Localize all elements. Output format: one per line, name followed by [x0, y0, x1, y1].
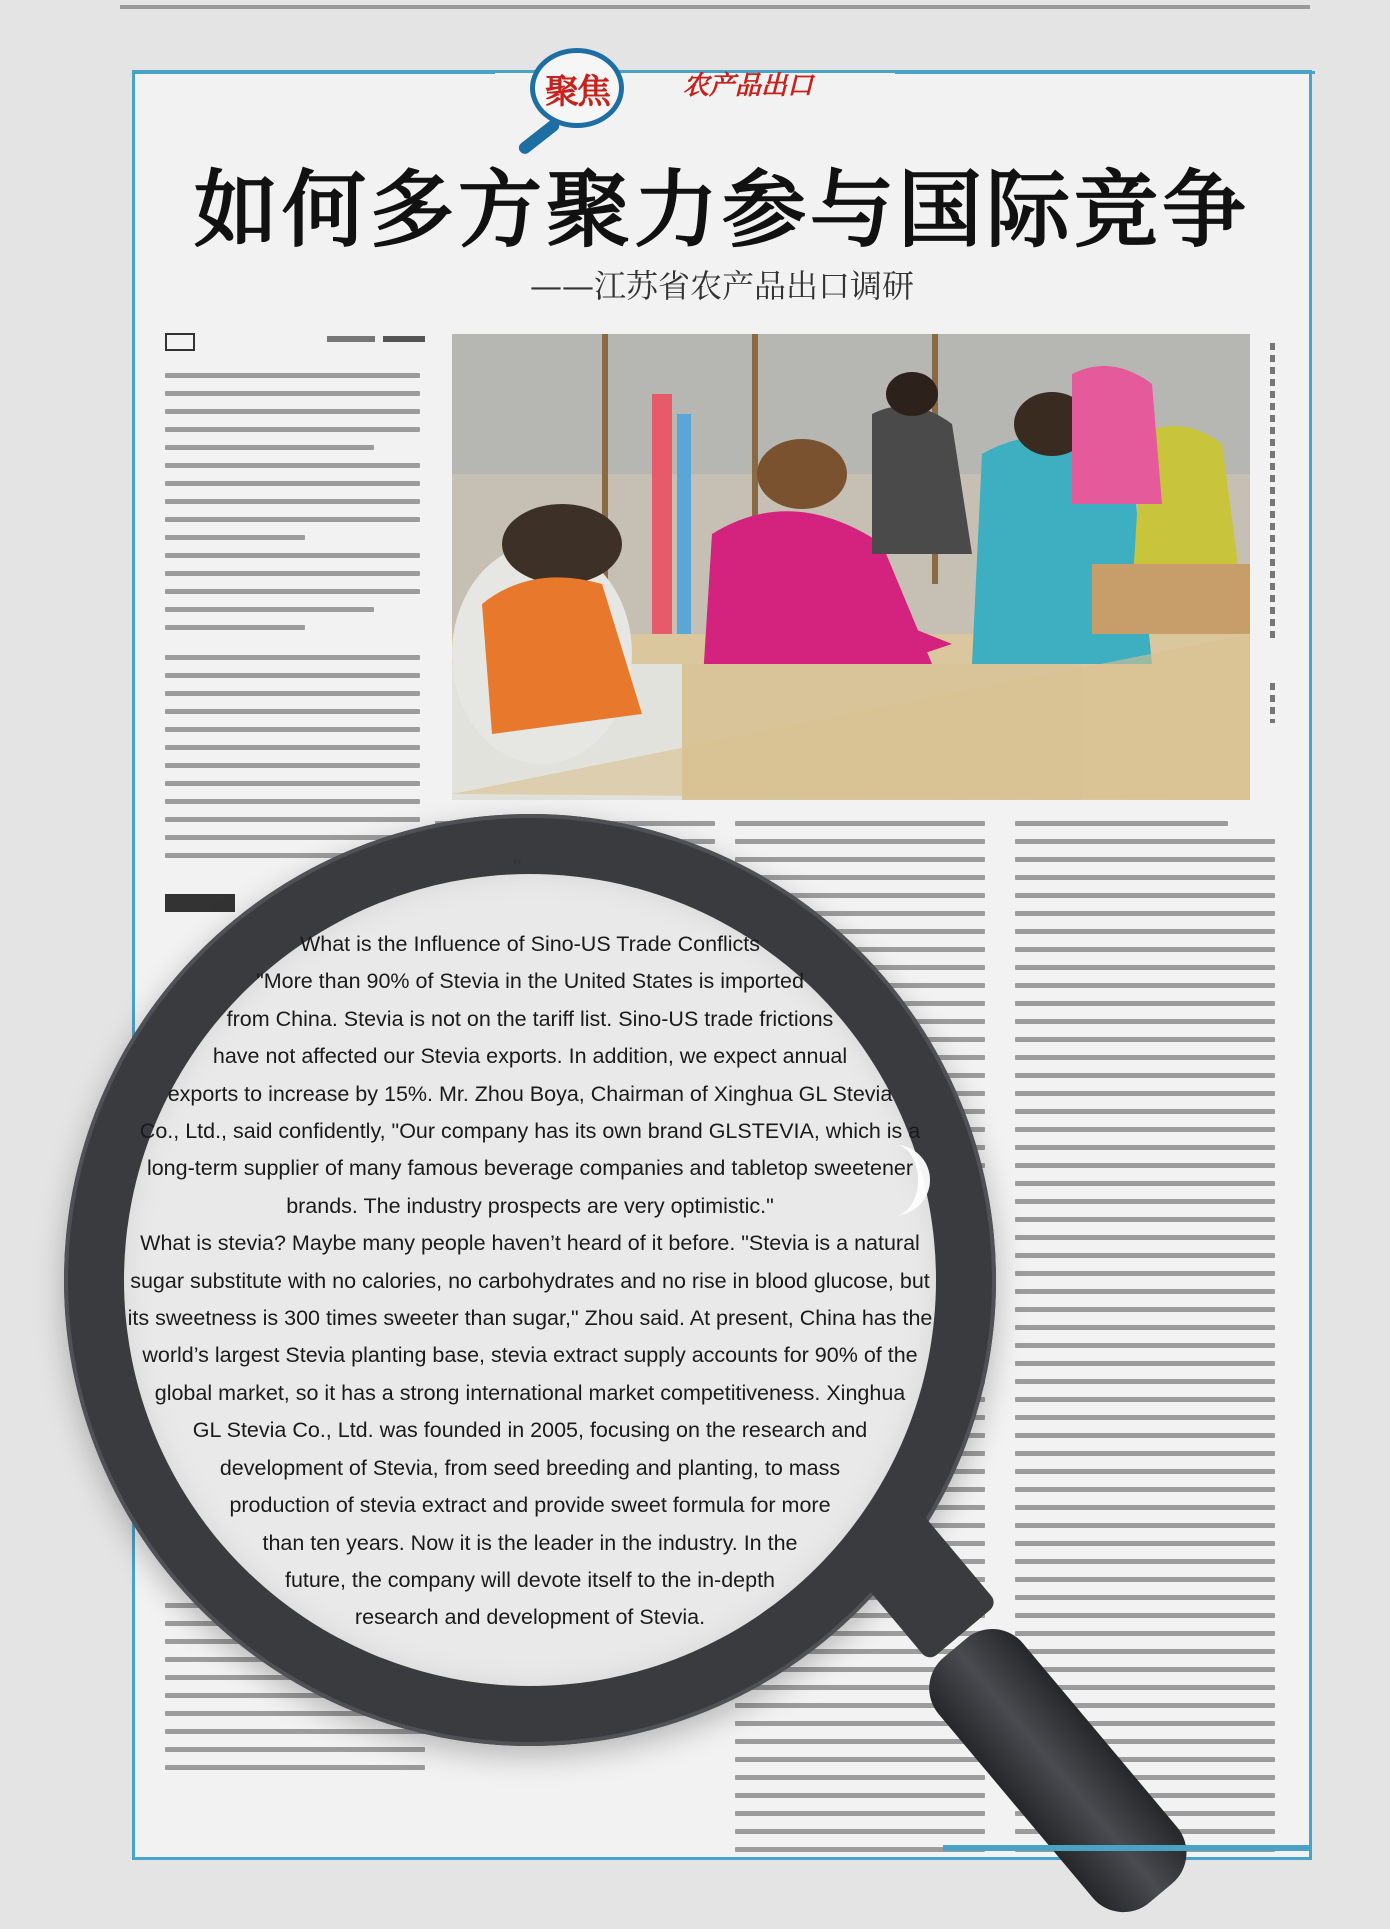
lens-line: have not affected our Stevia exports. In addition, we expect annual	[212, 1044, 848, 1069]
market-photo	[452, 334, 1250, 800]
headline: 如何多方聚力参与国际竞争	[193, 161, 1250, 259]
photo-caption	[1260, 343, 1284, 763]
article-column-1-top	[165, 373, 420, 871]
byline-text	[327, 331, 425, 346]
byline-box	[165, 333, 195, 351]
quote-mark: “	[513, 855, 522, 877]
lens-line: GL Stevia Co., Ltd. was founded in 2005, focusing on the research and	[192, 1418, 868, 1443]
byline	[165, 331, 425, 351]
lens-line: brands. The industry prospects are very optimistic."	[286, 1193, 774, 1218]
lens-line: world’s largest Stevia planting base, stevia extract supply accounts for 90% of the	[142, 1343, 918, 1368]
lens-line: global market, so it has a strong international market competitiveness. Xinghua	[154, 1380, 906, 1405]
lens-line: future, the company will devote itself to the in-depth	[285, 1567, 775, 1592]
lens-line: its sweetness is 300 times sweeter than sugar," Zhou said. At present, China has the	[127, 1306, 933, 1331]
top-rule	[120, 5, 1310, 9]
logo-ring	[530, 48, 624, 128]
lens-line: research and development of Stevia.	[354, 1605, 706, 1630]
lens-line: from China. Stevia is not on the tariff list. Sino-US trade frictions	[226, 1006, 834, 1031]
bottom-rule	[943, 1845, 1310, 1851]
lens-line: development of Stevia, from seed breeding and planting, to mass	[219, 1455, 841, 1480]
lens-line: production of stevia extract and provide sweet formula for more	[229, 1493, 831, 1518]
banner-line-left	[135, 71, 495, 74]
lens-line: exports to increase by 15%. Mr. Zhou Boya, Chairman of Xinghua GL Stevia	[167, 1081, 893, 1106]
magnified-article-text	[124, 926, 936, 1637]
magnifier-logo-icon	[510, 48, 640, 158]
lens-heading: What is the Influence of Sino-US Trade Conflicts	[299, 932, 761, 956]
banner-line-right	[895, 71, 1315, 74]
section-logo-text: 聚焦	[545, 71, 609, 112]
subheadline: ——江苏省农产品出口调研	[529, 267, 914, 305]
lens-line: sugar substitute with no calories, no carbohydrates and no rise in blood glucose, but	[130, 1268, 930, 1293]
lens-line: "More than 90% of Stevia in the United States is imported	[256, 969, 804, 994]
lens-line: than ten years. Now it is the leader in the industry. In the	[262, 1530, 798, 1555]
section-name: 农产品出口	[683, 71, 814, 101]
lens-line: What is stevia? Maybe many people haven’t heard of it before. "Stevia is a natural	[140, 1231, 920, 1256]
column-subhead	[165, 893, 235, 917]
lens-line: long-term supplier of many famous beverage companies and tabletop sweetener	[146, 1156, 914, 1181]
lens-line: Co., Ltd., said confidently, "Our company has its own brand GLSTEVIA, which is a	[139, 1119, 921, 1144]
